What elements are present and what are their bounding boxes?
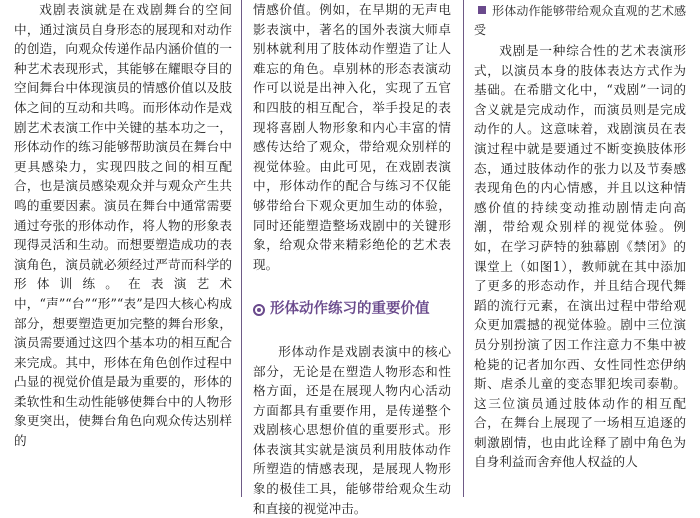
body-paragraph: 戏剧表演就是在戏剧舞台的空间中，通过演员自身形态的展现和对动作的创造，向观众传递作品内涵价值的一种艺术表现形式，其能够在耀眼夺目的空间舞台中体现演员的情感价值以及肢体之间的互动和共鸣。而形体动作是戏剧艺术表演工作中关键的基本功之一，形体动作的练习能够帮助演员在舞台中更具感染力，实现四肢之间的相互配合，也是演员感染观众并与观众产生共鸣的重要因素。演员在舞台中通常需要通过夸张的形体动作，将人物的形象表现得灵活和生动。而想要塑造成功的表演角色，演员就必须经过严苛而科学的形体训练。在表演艺术中，“声”“台”“形”“表”是四大核心构成部分，想要塑造更加完整的舞台形象，演员需要通过这四个基本功的相互配合来完成。其中，形体在角色创作过程中凸显的视觉价值是最为重要的，形体的柔软性和生动性能够使舞台中的人物形象更突出，使舞台角色向观众传达别样的 — [14, 2, 232, 449]
subheading — [474, 2, 686, 40]
body-paragraph: 情感价值。例如，在早期的无声电影表演中，著名的国外表演大师卓别林就利用了肢体动作塑造了让人难忘的角色。卓别林的形态表演动作可以说是出神入化，实现了五官和四肢的相互配合，举手投足的表现将喜剧人物形象和内心丰富的情感传达给了观众，带给观众别样的视觉体验。由此可见，在戏剧表演中，形体动作的配合与练习不仅能够带给台下观众更加生动的体验，同时还能塑造整场戏剧中的关键形象，给观众带来精彩绝伦的艺术表现。 — [253, 2, 451, 272]
square-bullet-icon — [478, 6, 486, 14]
column-divider-right — [463, 0, 464, 497]
column-divider-left — [241, 0, 242, 497]
body-paragraph: 戏剧是一种综合性的艺术表演形式，以演员本身的肢体表达方式作为基础。在希腊文化中，“戏剧”一词的含义就是完成动作，而演员则是完成动作的人。这意味着，戏剧演员在表演过程中就是要通过不断变换肢体形态，通过肢体动作的张力以及节奏感表现角色的内心情感，并且以这种情感价值的持续变动推动剧情走向高潮，带给观众别样的视觉体验。例如，在学习萨特的独幕剧《禁闭》的课堂上（如图1），教师就在其中添加了更多的形态动作，并且结合现代舞蹈的流行元素，在演出过程中带给观众更加震撼的视觉体验。剧中三位演员分别扮演了因工作注意力不集中被枪毙的记者加尔西、女性同性恋伊纳斯、虐杀儿童的变态罪犯埃司泰勒。这三位演员通过肢体动作的相互配合，在舞台上展现了一场相互追逐的刺激剧情，也由此诠释了剧中角色为自身利益而舍弃他人权益的人 — [474, 43, 686, 470]
text-column-1 — [14, 0, 232, 497]
text-column-3 — [474, 0, 686, 497]
subheading-text: 形体动作能够带给观众直观的艺术感受 — [474, 4, 686, 37]
section-heading-text: 形体动作练习的重要价值 — [270, 301, 430, 318]
target-bullet-icon — [253, 304, 265, 316]
section-heading — [253, 300, 451, 320]
text-column-2 — [253, 0, 451, 516]
body-paragraph: 形体动作是戏剧表演中的核心部分，无论是在塑造人物形态和性格方面，还是在展现人物内心活动方面都具有重要作用，是传递整个戏剧核心思想价值的重要形式。形体表演其实就是演员利用肢体动作所塑造的情感表现，是展现人物形象的极佳工具，能够带给观众生动和直接的视觉冲击。 — [253, 343, 451, 516]
